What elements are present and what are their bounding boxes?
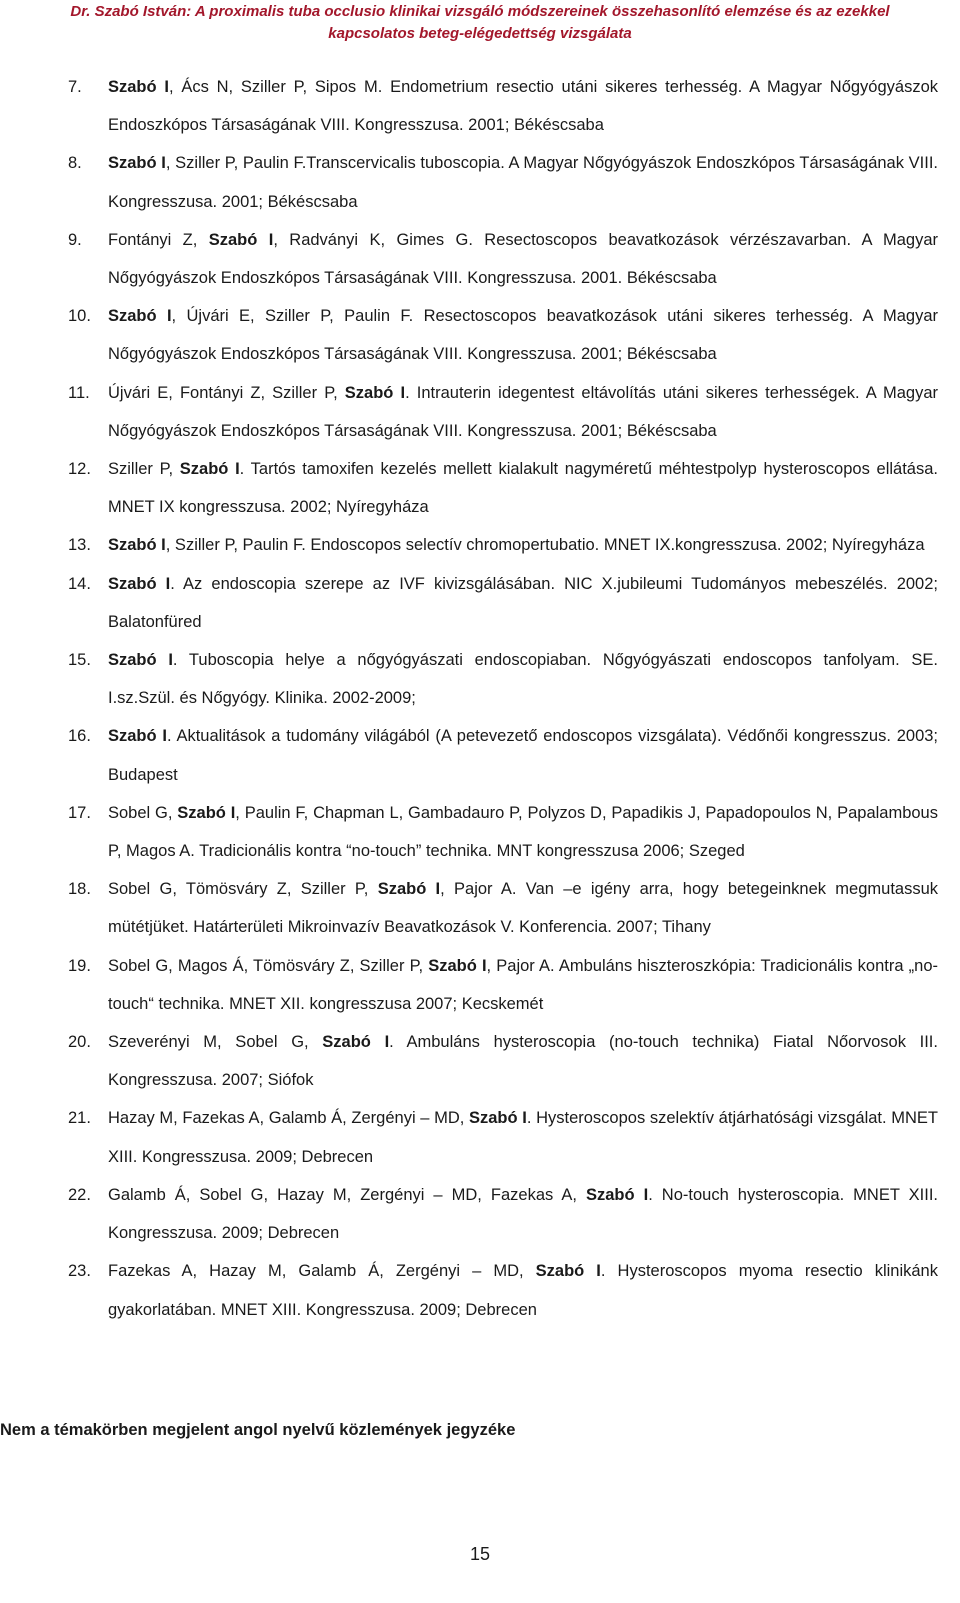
reference-text <box>108 450 938 526</box>
reference-item <box>68 297 938 373</box>
section-heading: Nem a témakörben megjelent angol nyelvű közlemények jegyzéke <box>0 1421 516 1439</box>
reference-item <box>68 1252 938 1328</box>
reference-author-highlight: Szabó I <box>108 154 166 173</box>
reference-author-highlight: Szabó I <box>344 383 406 402</box>
running-header <box>0 0 960 45</box>
reference-item <box>68 641 938 717</box>
reference-details: , Sziller P, Paulin F. Endoscopos selectív chromopertubatio. MNET IX.kongresszusa. 2002; Nyíregyháza <box>165 536 925 555</box>
reference-item <box>68 1023 938 1099</box>
reference-author-highlight: Szabó I <box>469 1109 527 1128</box>
reference-item <box>68 870 938 946</box>
reference-item <box>68 1099 938 1175</box>
reference-item <box>68 565 938 641</box>
reference-author-highlight: Szabó I <box>535 1262 601 1281</box>
reference-details: . Tuboscopia helye a nőgyógyászati endoscopiaban. Nőgyógyászati endoscopos tanfolyam. SE. I.sz.Szül. és Nőgyógy. Klinika. 2002-2009; <box>108 651 938 708</box>
reference-author-highlight: Szabó I <box>108 574 171 593</box>
reference-number: 12. <box>68 460 91 479</box>
reference-author-highlight: Szabó I <box>108 536 166 555</box>
reference-author-highlight: Szabó I <box>208 230 274 249</box>
reference-coauthors-before: Sobel G, <box>108 803 178 822</box>
header-line-1: Dr. Szabó István: A proximalis tuba occlusio klinikai vizsgáló módszereinek összehasonlító elemzése és az ezekkel <box>70 3 890 20</box>
reference-item <box>68 450 938 526</box>
reference-text <box>108 374 938 450</box>
reference-item <box>68 374 938 450</box>
reference-details: . No-touch hysteroscopia. MNET XIII. Kongresszusa. 2009; Debrecen <box>108 1185 938 1243</box>
reference-number: 20. <box>68 1033 91 1052</box>
reference-text <box>108 717 938 793</box>
reference-coauthors-before: Fazekas A, Hazay M, Galamb Á, Zergényi – MD, <box>108 1262 536 1281</box>
reference-text <box>108 297 938 373</box>
header-line-2: kapcsolatos beteg-elégedettség vizsgálata <box>328 25 632 42</box>
reference-details: , Újvári E, Sziller P, Paulin F. Resectoscopos beavatkozások utáni sikeres terhesség. A Magyar Nőgyógyászok Endoszkópos Társaságának VIII. Kongresszusa. 2001; Békéscsaba <box>108 307 938 364</box>
reference-item <box>68 221 938 297</box>
reference-coauthors-before: Újvári E, Fontányi Z, Sziller P, <box>108 383 345 402</box>
reference-number: 16. <box>68 727 91 746</box>
reference-details: , Sziller P, Paulin F.Transcervicalis tuboscopia. A Magyar Nőgyógyászok Endoszkópos Társaságának VIII. Kongresszusa. 2001; Békéscsaba <box>108 154 939 211</box>
reference-author-highlight: Szabó I <box>108 651 173 670</box>
reference-author-highlight: Szabó I <box>177 803 236 822</box>
reference-number: 15. <box>68 651 91 670</box>
reference-number: 22. <box>68 1185 91 1204</box>
reference-item <box>68 68 938 144</box>
reference-item <box>68 717 938 793</box>
reference-details: . Hysteroscopos myoma resectio klinikánk gyakorlatában. MNET XIII. Kongresszusa. 2009; Debrecen <box>108 1262 938 1319</box>
reference-text <box>108 947 938 1023</box>
reference-text <box>108 870 938 946</box>
reference-author-highlight: Szabó I <box>108 307 172 326</box>
reference-number: 23. <box>68 1262 91 1281</box>
reference-coauthors-before: Galamb Á, Sobel G, Hazay M, Zergényi – MD, Fazekas A, <box>108 1185 586 1204</box>
reference-text <box>108 565 938 641</box>
reference-item <box>68 1176 938 1252</box>
reference-item <box>68 526 938 564</box>
reference-text <box>108 1099 938 1175</box>
page-number: 15 <box>469 1544 491 1564</box>
reference-number: 14. <box>68 574 91 593</box>
reference-author-highlight: Szabó I <box>428 956 487 975</box>
reference-text <box>108 794 938 870</box>
reference-number: 10. <box>68 307 91 326</box>
reference-details: , Paulin F, Chapman L, Gambadauro P, Polyzos D, Papadikis J, Papadopoulos N, Papalambous P, Magos A. Tradicionális kontra “no-touch” technika. MNT kongresszusa 2006; Szeged <box>108 803 938 861</box>
reference-details: . Aktualitások a tudomány világából (A petevezető endoscopos vizsgálata). Védőnői kongresszus. 2003; Budapest <box>108 727 939 784</box>
reference-text <box>108 68 938 144</box>
reference-number: 13. <box>68 536 91 555</box>
reference-coauthors-before: Sziller P, <box>108 460 180 479</box>
reference-coauthors-before: Fontányi Z, <box>108 230 209 249</box>
reference-number: 17. <box>68 803 91 822</box>
reference-item <box>68 794 938 870</box>
reference-author-highlight: Szabó I <box>179 460 240 479</box>
reference-number: 8. <box>68 154 82 173</box>
reference-item <box>68 947 938 1023</box>
reference-text <box>108 1023 938 1099</box>
reference-details: . Hysteroscopos szelektív átjárhatósági vizsgálat. MNET XIII. Kongresszusa. 2009; Debrecen <box>108 1109 938 1166</box>
reference-number: 9. <box>68 230 82 249</box>
reference-coauthors-before: Sobel G, Magos Á, Tömösváry Z, Sziller P, <box>108 956 429 975</box>
reference-coauthors-before: Sobel G, Tömösváry Z, Sziller P, <box>108 880 378 899</box>
reference-coauthors-before: Hazay M, Fazekas A, Galamb Á, Zergényi – MD, <box>108 1109 469 1128</box>
reference-text <box>108 1176 938 1252</box>
reference-details: . Az endoscopia szerepe az IVF kivizsgálásában. NIC X.jubileumi Tudományos mebeszélés. 2002; Balatonfüred <box>108 574 938 631</box>
reference-item <box>68 144 938 220</box>
reference-author-highlight: Szabó I <box>108 78 169 96</box>
reference-text <box>108 144 938 220</box>
reference-number: 7. <box>68 78 82 96</box>
reference-author-highlight: Szabó I <box>108 727 167 746</box>
reference-list <box>68 68 938 1329</box>
reference-details: , Ács N, Sziller P, Sipos M. Endometrium resectio utáni sikeres terhesség. A Magyar Nőgyógyászok Endoszkópos Társaságának VIII. Kongresszusa. 2001; Békéscsaba <box>108 78 938 135</box>
reference-number: 11. <box>68 383 90 402</box>
reference-author-highlight: Szabó I <box>322 1033 390 1052</box>
reference-details: , Radványi K, Gimes G. Resectoscopos beavatkozások vérzészavarban. A Magyar Nőgyógyászok Endoszkópos Társaságának VIII. Kongresszusa. 2001. Békéscsaba <box>108 230 939 288</box>
reference-details: . Tartós tamoxifen kezelés mellett kialakult nagyméretű méhtestpolyp hysteroscopos ellátása. MNET IX kongresszusa. 2002; Nyíregyháza <box>108 460 938 517</box>
reference-details: , Pajor A. Ambuláns hiszteroszkópia: Tradicionális kontra „no-touch“ technika. MNET XII. kongresszusa 2007; Kecskemét <box>108 956 938 1013</box>
reference-text <box>108 1252 938 1328</box>
reference-number: 19. <box>68 956 91 975</box>
reference-text <box>108 221 938 297</box>
reference-author-highlight: Szabó I <box>377 880 441 899</box>
reference-number: 18. <box>68 880 91 899</box>
reference-coauthors-before: Szeverényi M, Sobel G, <box>108 1033 323 1052</box>
reference-details: . Intrauterin idegentest eltávolítás utáni sikeres terhességek. A Magyar Nőgyógyászok Endoszkópos Társaságának VIII. Kongresszusa. 2001; Békéscsaba <box>108 383 939 440</box>
reference-details: , Pajor A. Van –e igény arra, hogy betegeinknek megmutassuk mütétjüket. Határterületi Mikroinvazív Beavatkozások V. Konferencia. 2007; Tihany <box>108 880 939 937</box>
reference-details: . Ambuláns hysteroscopia (no-touch technika) Fiatal Nőorvosok III. Kongresszusa. 2007; Siófok <box>108 1033 938 1090</box>
reference-text <box>108 526 938 564</box>
reference-text <box>108 641 938 717</box>
reference-author-highlight: Szabó I <box>585 1185 649 1204</box>
reference-number: 21. <box>68 1109 91 1128</box>
